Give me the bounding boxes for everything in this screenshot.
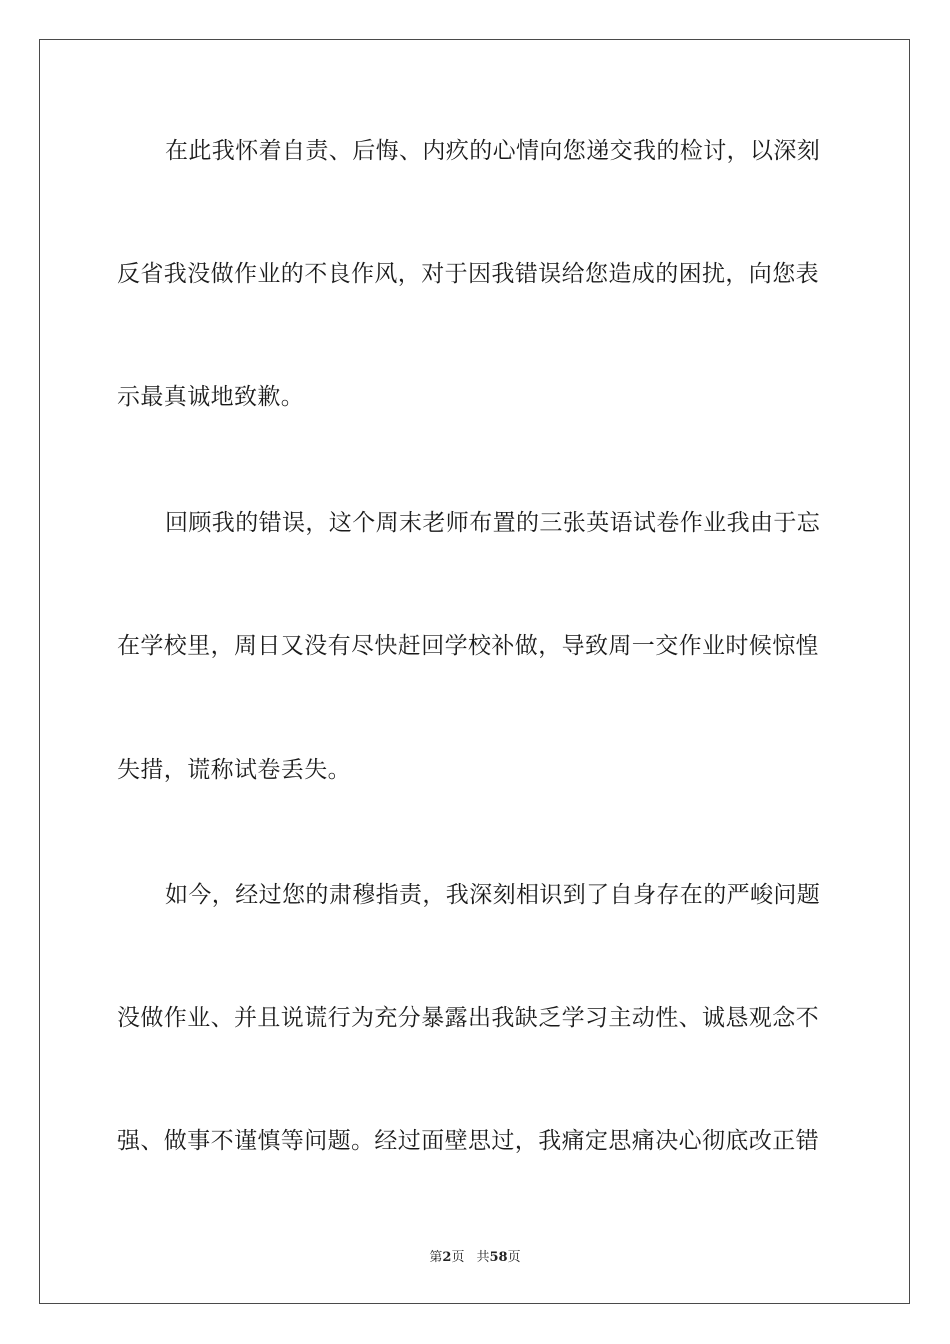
paragraph-2-line-1: 回顾我的错误，这个周末老师布置的三张英语试卷作业我由于忘 (165, 510, 821, 536)
page-number: 2 (442, 1250, 452, 1265)
total-pages: 58 (489, 1250, 508, 1265)
total-suffix: 页 (507, 1250, 521, 1265)
page-suffix: 页 (451, 1250, 465, 1265)
paragraph-3-line-2: 没做作业、并且说谎行为充分暴露出我缺乏学习主动性、诚恳观念不 (117, 1005, 819, 1031)
page-footer (0, 1246, 950, 1265)
paragraph-2-line-2: 在学校里，周日又没有尽快赶回学校补做，导致周一交作业时候惊惶 (117, 633, 819, 659)
page-border (39, 39, 910, 1304)
total-prefix: 共 (476, 1250, 490, 1265)
paragraph-1-line-1: 在此我怀着自责、后悔、内疚的心情向您递交我的检讨，以深刻 (165, 138, 821, 164)
paragraph-2-line-3: 失措，谎称试卷丢失。 (117, 757, 351, 783)
paragraph-3-line-3: 强、做事不谨慎等问题。经过面壁思过，我痛定思痛决心彻底改正错 (117, 1128, 819, 1154)
paragraph-1-line-3: 示最真诚地致歉。 (117, 384, 305, 410)
paragraph-1-line-2: 反省我没做作业的不良作风，对于因我错误给您造成的困扰，向您表 (117, 261, 819, 287)
page-prefix: 第 (429, 1250, 443, 1265)
paragraph-3-line-1: 如今，经过您的肃穆指责，我深刻相识到了自身存在的严峻问题 (165, 882, 821, 908)
